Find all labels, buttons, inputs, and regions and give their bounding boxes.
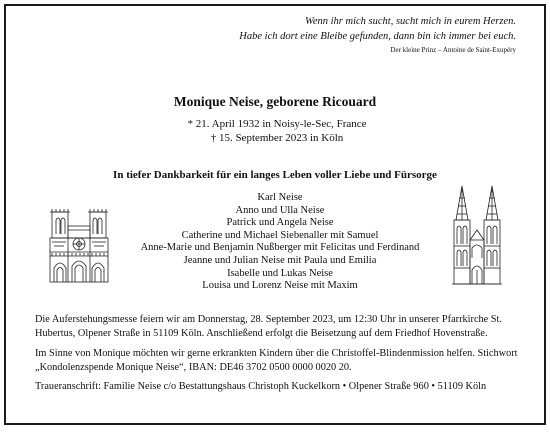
mourning-address: Traueranschrift: Familie Neise c/o Bestattungshaus Christoph Kuckelkorn • Olpener Straße 960 • 51109 Köln — [35, 381, 487, 392]
donation-paragraph: Im Sinne von Monique möchten wir gerne erkrankten Kindern über die Christoffel-Blindenmission helfen. Stichwort „Kondolenzspende Monique Neise“, IBAN: DE46 3702 0500 0000 0020 20. — [35, 348, 518, 373]
quote-attribution: Der kleine Prinz – Antoine de Saint-Exupéry — [390, 46, 516, 54]
family-member: Karl Neise — [257, 192, 303, 203]
thanks-heading: In tiefer Dankbarkeit für ein langes Leben voller Liebe und Fürsorge — [113, 169, 437, 181]
family-member: Anno und Ulla Neise — [235, 204, 325, 216]
family-member: Louisa und Lorenz Neise mit Maxim — [202, 280, 358, 292]
death-date: † 15. September 2023 in Köln — [210, 131, 344, 144]
family-member: Catherine und Michael Siebenaller mit Samuel — [181, 229, 379, 241]
cologne-cathedral-icon — [450, 184, 504, 286]
birth-date: * 21. April 1932 in Noisy-le-Sec, France — [187, 118, 367, 130]
family-member: Patrick und Angela Neise — [226, 217, 334, 229]
quote-line-2: Habe ich dort eine Bleibe gefunden, dann bin ich immer bei euch. — [239, 31, 516, 42]
family-member: Isabelle und Lukas Neise — [227, 267, 333, 279]
quote-block — [239, 14, 516, 54]
life-dates — [6, 118, 544, 145]
family-member: Anne-Marie und Benjamin Nußberger mit Felicitas und Ferdinand — [140, 242, 420, 254]
mass-paragraph: Die Auferstehungsmesse feiern wir am Donnerstag, 28. September 2023, um 12:30 Uhr in unserer Pfarrkirche St. Hubertus, Olpener Straße in 51109 Köln. Anschließend erfolgt die Beisetzung auf dem Friedhof Hovenstraße. — [35, 314, 502, 339]
death-notice-card — [4, 4, 546, 425]
quote-line-1: Wenn ihr mich sucht, sucht mich in eurem Herzen. — [305, 16, 516, 27]
deceased-name: Monique Neise, geborene Ricouard — [173, 94, 377, 109]
family-member: Jeanne und Julian Neise mit Paula und Emilia — [183, 254, 377, 266]
